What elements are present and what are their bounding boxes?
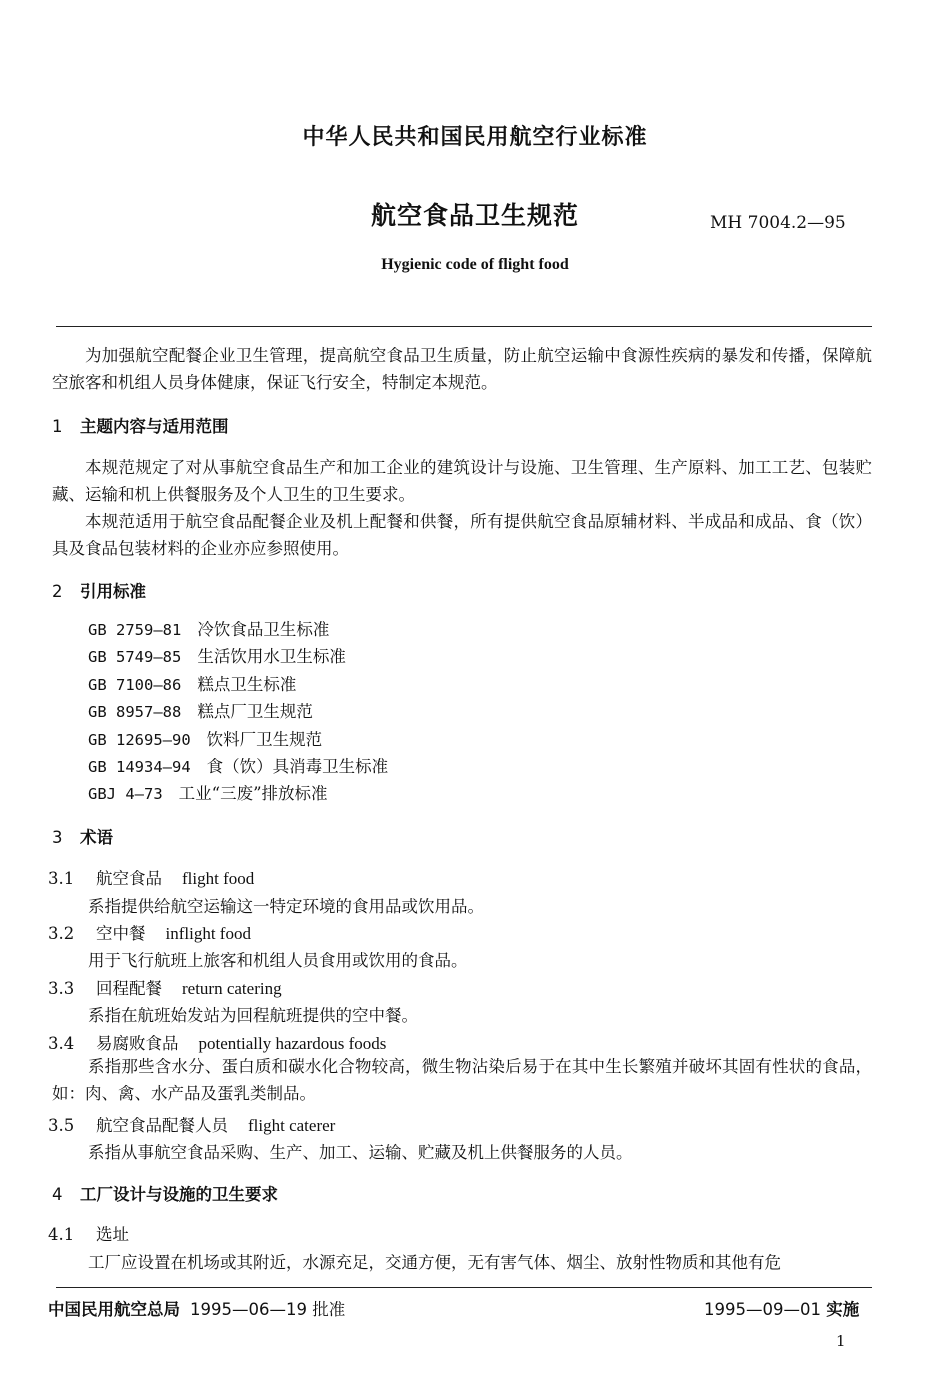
reference-code: GB 8957—88 (88, 703, 182, 722)
effective-date: 1995—09—01 (704, 1300, 821, 1319)
reference-item (88, 616, 388, 643)
section-2-number: 2 (52, 582, 63, 601)
reference-name: 生活饮用水卫生标准 (197, 647, 346, 667)
top-divider (56, 326, 872, 327)
subsection-4-1 (48, 1221, 129, 1245)
section-3-title: 术语 (80, 828, 113, 847)
reference-name: 饮料厂卫生规范 (206, 729, 323, 749)
section-4-paragraph: 工厂应设置在机场或其附近，水源充足，交通方便，无有害气体、烟尘、放射性物质和其他有危 (88, 1253, 781, 1272)
reference-item (88, 671, 388, 698)
subsection-number: 4.1 (48, 1225, 75, 1244)
term-3-2 (48, 920, 251, 944)
reference-name: 食（饮）具消毒卫生标准 (206, 756, 389, 776)
reference-code: GB 5749—85 (88, 648, 182, 667)
reference-list (88, 616, 388, 808)
section-1-paragraph-2: 本规范适用于航空食品配餐企业及机上配餐和供餐，所有提供航空食品原辅材料、半成品和成品、食（饮）具及食品包装材料的企业亦应参照使用。 (52, 512, 872, 558)
section-3-heading (52, 824, 113, 848)
doc-title: 航空食品卫生规范 (370, 201, 579, 230)
term-definition: 系指从事航空食品采购、生产、加工、运输、贮藏及机上供餐服务的人员。 (88, 1143, 633, 1162)
term-definition-block (52, 1053, 872, 1107)
footer-effective (704, 1296, 859, 1320)
reference-item (88, 726, 388, 753)
section-2-title: 引用标准 (80, 582, 146, 601)
english-title: Hygienic code of flight food (381, 256, 569, 273)
term-3-3 (48, 975, 282, 999)
term-english: potentially hazardous foods (198, 1034, 387, 1053)
reference-code: GB 14934—94 (88, 757, 191, 776)
reference-code: GB 2759—81 (88, 621, 182, 639)
reference-item (88, 643, 388, 670)
reference-name: 工业“三废”排放标准 (178, 784, 328, 804)
term-definition: 系指在航班始发站为回程航班提供的空中餐。 (88, 1006, 418, 1025)
issuing-authority: 中国民用航空总局 (48, 1300, 180, 1319)
reference-name: 糕点卫生标准 (197, 674, 297, 694)
term-chinese: 易腐败食品 (96, 1034, 179, 1053)
doc-code: MH 7004.2—95 (710, 213, 846, 233)
term-definition: 系指提供给航空运输这一特定环境的食用品或饮用品。 (88, 897, 484, 916)
section-1-number: 1 (52, 417, 63, 436)
term-english: inflight food (165, 924, 251, 943)
page-number: 1 (836, 1332, 846, 1350)
term-chinese: 回程配餐 (96, 979, 162, 998)
section-4-number: 4 (52, 1185, 63, 1204)
org-title: 中华人民共和国民用航空行业标准 (302, 125, 648, 150)
reference-code: GB 7100—86 (88, 675, 182, 694)
term-chinese: 航空食品配餐人员 (96, 1116, 228, 1135)
term-number: 3.1 (48, 869, 75, 888)
section-4-title: 工厂设计与设施的卫生要求 (80, 1185, 278, 1204)
term-chinese: 航空食品 (96, 869, 162, 888)
section-2-heading (52, 578, 146, 602)
section-3-number: 3 (52, 828, 63, 847)
reference-item (88, 753, 388, 780)
term-english: flight caterer (248, 1116, 336, 1135)
term-number: 3.2 (48, 924, 75, 943)
term-number: 3.4 (48, 1034, 75, 1053)
reference-item (88, 698, 388, 725)
term-english: flight food (182, 869, 255, 888)
term-definition: 系指那些含水分、蛋白质和碳水化合物较高，微生物沾染后易于在其中生长繁殖并破坏其固有性状的食品，如：肉、禽、水产品及蛋乳类制品。 (52, 1057, 872, 1103)
intro-text: 为加强航空配餐企业卫生管理，提高航空食品卫生质量，防止航空运输中食源性疾病的暴发和传播，保障航空旅客和机组人员身体健康，保证飞行安全，特制定本规范。 (52, 346, 872, 392)
effective-label: 实施 (826, 1300, 860, 1319)
approval-date: 1995—06—19 批准 (190, 1300, 346, 1319)
term-3-5 (48, 1112, 335, 1136)
section-1-heading (52, 413, 229, 437)
reference-code: GB 12695—90 (88, 730, 191, 749)
section-1-title: 主题内容与适用范围 (80, 417, 229, 436)
term-chinese: 空中餐 (96, 924, 146, 943)
footer-divider (56, 1287, 872, 1288)
term-3-4 (48, 1030, 386, 1054)
reference-name: 糕点厂卫生规范 (197, 702, 313, 722)
reference-code: GBJ 4—73 (88, 785, 163, 804)
reference-name: 冷饮食品卫生标准 (197, 620, 330, 639)
section-4-heading (52, 1181, 278, 1205)
footer-approval (48, 1296, 345, 1320)
term-number: 3.3 (48, 979, 75, 998)
term-3-1 (48, 865, 254, 889)
reference-item (88, 780, 388, 807)
subsection-title: 选址 (96, 1225, 129, 1244)
term-english: return catering (182, 979, 282, 998)
term-definition: 用于飞行航班上旅客和机组人员食用或饮用的食品。 (88, 951, 468, 970)
section-1-paragraph-1: 本规范规定了对从事航空食品生产和加工企业的建筑设计与设施、卫生管理、生产原料、加工工艺、包装贮藏、运输和机上供餐服务及个人卫生的卫生要求。 (52, 458, 872, 504)
term-number: 3.5 (48, 1116, 75, 1135)
intro-paragraph (52, 342, 872, 396)
section-1-body (52, 454, 872, 562)
